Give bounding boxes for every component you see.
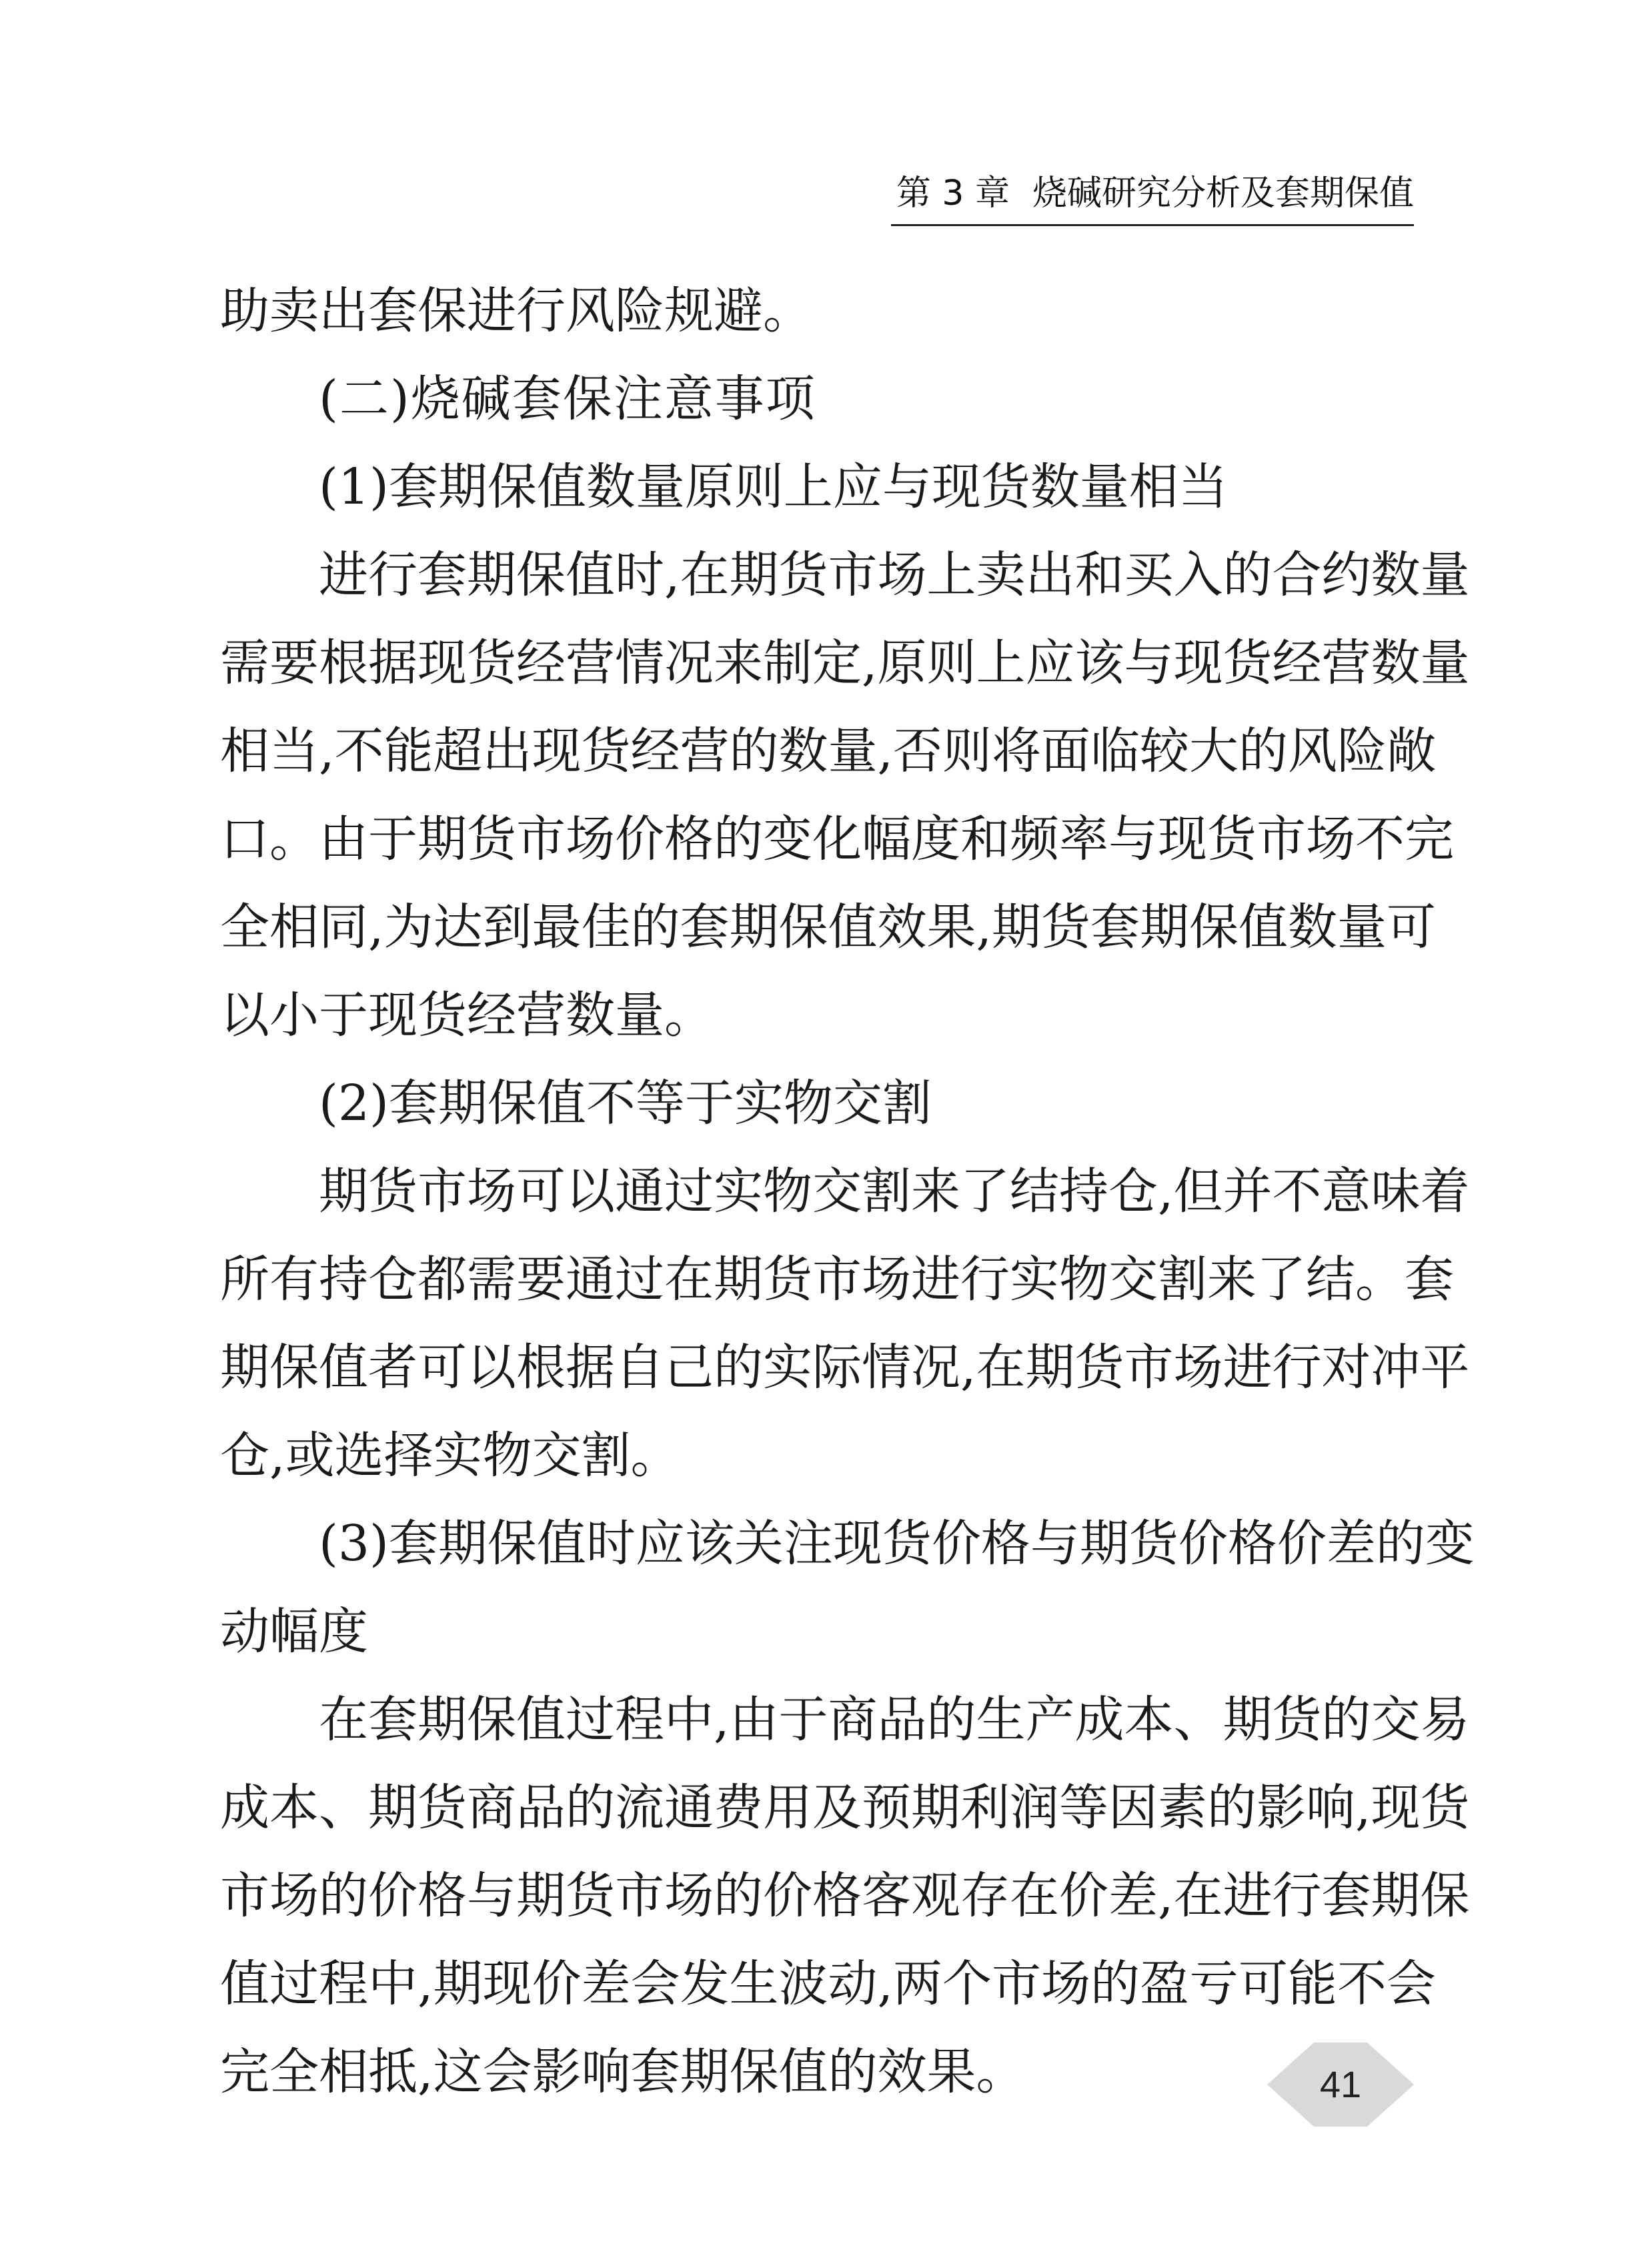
paragraph-line: 口。由于期货市场价格的变化幅度和频率与现货市场不完: [220, 810, 1454, 868]
paragraph-line: 以小于现货经营数量。: [220, 987, 714, 1044]
page-number-badge: [1267, 2041, 1414, 2128]
paragraph-line: 相当,不能超出现货经营的数量,否则将面临较大的风险敞: [220, 722, 1437, 780]
paragraph-line: 成本、期货商品的流通费用及预期利润等因素的影响,现货: [220, 1779, 1470, 1836]
section-heading: (二)烧碱套保注意事项: [319, 370, 816, 428]
paragraph-line: 仓,或选择实物交割。: [220, 1427, 680, 1484]
paragraph-line: 进行套期保值时,在期货市场上卖出和买入的合约数量: [319, 546, 1470, 604]
subsection-heading: (3)套期保值时应该关注现货价格与期货价格价差的变: [319, 1515, 1475, 1572]
paragraph-line: 所有持仓都需要通过在期货市场进行实物交割来了结。套: [220, 1251, 1454, 1308]
subsection-heading: (1)套期保值数量原则上应与现货数量相当: [319, 458, 1228, 516]
paragraph-line: 完全相抵,这会影响套期保值的效果。: [220, 2043, 1026, 2101]
chapter-title: 烧碱研究分析及套期保值: [1032, 173, 1414, 213]
paragraph-line: 期保值者可以根据自己的实际情况,在期货市场进行对冲平: [220, 1339, 1470, 1396]
header-rule: [891, 224, 1414, 226]
page-number: 41: [1319, 2063, 1362, 2105]
paragraph-line: 值过程中,期现价差会发生波动,两个市场的盈亏可能不会: [220, 1955, 1437, 2013]
paragraph-line: 助卖出套保进行风险规避。: [220, 282, 812, 340]
paragraph-line: 需要根据现货经营情况来制定,原则上应该与现货经营数量: [220, 634, 1470, 692]
paragraph-line: 全相同,为达到最佳的套期保值效果,期货套期保值数量可: [220, 899, 1437, 956]
running-head: [891, 167, 1414, 220]
subsection-heading: (2)套期保值不等于实物交割: [319, 1075, 932, 1132]
paragraph-line: 期货市场可以通过实物交割来了结持仓,但并不意味着: [319, 1163, 1470, 1220]
body-text: [220, 267, 1475, 2116]
chapter-number: 第 3 章: [896, 173, 1010, 213]
paragraph-line: 在套期保值过程中,由于商品的生产成本、期货的交易: [319, 1691, 1470, 1748]
paragraph-line: 市场的价格与期货市场的价格客观存在价差,在进行套期保: [220, 1867, 1470, 1924]
subsection-heading-continuation: 动幅度: [220, 1603, 368, 1660]
